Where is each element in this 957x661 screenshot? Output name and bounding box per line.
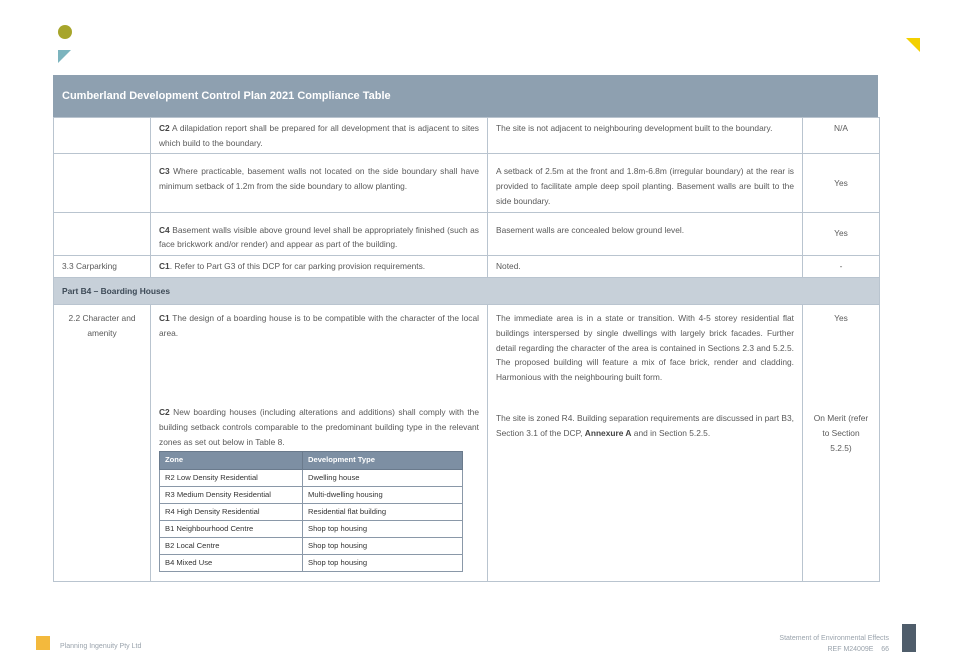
section-cell xyxy=(54,154,151,212)
table-row xyxy=(54,118,880,154)
control-cell xyxy=(151,118,488,154)
part-heading-row xyxy=(54,277,880,305)
table-row xyxy=(54,154,880,212)
compliance-cell: Yes xyxy=(803,154,880,212)
footer-accent-bar xyxy=(902,624,916,652)
control-code: C2 xyxy=(159,123,170,133)
control-text: Basement walls visible above ground level shall be appropriately finished (such as face brickwork and/or render) and appear as part of the building. xyxy=(159,224,479,250)
zone-row: B1 Neighbourhood Centre Shop top housing xyxy=(160,521,463,538)
control-cell xyxy=(151,255,488,277)
compliance-grid xyxy=(53,117,880,582)
table-row xyxy=(54,255,880,277)
response-cell: A setback of 2.5m at the front and 1.8m-6.8m (irregular boundary) at the rear is provided to facilitate ample deep spoil planting. Basement walls are built to the side boundary. xyxy=(488,154,803,212)
control-cell xyxy=(151,154,488,212)
zone-header: Zone xyxy=(160,452,303,469)
control-text: The design of a boarding house is to be compatible with the character of the local area. xyxy=(159,313,479,339)
compliance-cell: N/A xyxy=(803,118,880,154)
section-cell: 3.3 Carparking xyxy=(54,255,151,277)
decorative-circle xyxy=(58,25,72,39)
control-text: Where practicable, basement walls not located on the side boundary shall have minimum setback of 1.2m from the side boundary to allow planting. xyxy=(159,166,479,192)
zone-row: B4 Mixed Use Shop top housing xyxy=(160,555,463,572)
control-code: C1 xyxy=(159,260,170,271)
response-cell: The site is not adjacent to neighbouring development built to the boundary. xyxy=(488,118,803,154)
control-cell xyxy=(151,212,488,255)
control-text: A dilapidation report shall be prepared for all development that is adjacent to sites which build to the boundary. xyxy=(159,123,479,148)
annexure-reference: Annexure A xyxy=(584,428,632,439)
decorative-triangle xyxy=(58,50,71,63)
part-heading: Part B4 – Boarding Houses xyxy=(54,277,880,305)
zone-row: R2 Low Density Residential Dwelling house xyxy=(160,469,463,486)
control-cell xyxy=(151,305,488,582)
response-cell: The immediate area is in a state or transition. With 4-5 storey residential flat buildings interspersed by single dwellings with largely brick facades. Further detail regarding the character of the area is contained in Sections 2.3 and 5.2.5. The proposed building will feature a mix of face brick, render and cladding. Harmonious with the neighbouring built form. The site is zoned R4. Building separation requirements are discussed in part B3, Section 3.1 of the DCP, Annexure A and in Section 5.2.5. xyxy=(488,305,803,582)
table-row xyxy=(54,305,880,582)
page-number: 66 xyxy=(881,645,889,653)
section-cell xyxy=(54,212,151,255)
footer-doc-title: Statement of Environmental Effects xyxy=(779,635,889,642)
zone-row: R4 High Density Residential Residential flat building xyxy=(160,503,463,520)
footer-ref: REF M24009E xyxy=(827,645,874,653)
compliance-cell: Yes On Merit (refer to Section 5.2.5) xyxy=(803,305,880,582)
response-cell: Noted. xyxy=(488,255,803,277)
development-type-header: Development Type xyxy=(303,452,463,469)
zone-row: R3 Medium Density Residential Multi-dwelling housing xyxy=(160,486,463,503)
zone-row: B2 Local Centre Shop top housing xyxy=(160,538,463,555)
decorative-corner-mark xyxy=(906,38,920,52)
footer-company: Planning Ingenuity Pty Ltd xyxy=(60,643,142,650)
control-code: C4 xyxy=(159,224,170,235)
footer-logo-square xyxy=(36,636,50,650)
control-text: New boarding houses (including alterations and additions) shall comply with the building setback controls comparable to the predominant building type in the relevant zones as set out below in Table 8. xyxy=(159,407,479,447)
response-cell: Basement walls are concealed below ground level. xyxy=(488,212,803,255)
table-row xyxy=(54,212,880,255)
control-code: C2 xyxy=(159,407,170,418)
table-title: Cumberland Development Control Plan 2021 Compliance Table xyxy=(53,75,878,117)
control-code: C1 xyxy=(159,313,170,324)
zone-table xyxy=(159,451,463,572)
compliance-cell: Yes xyxy=(803,212,880,255)
compliance-cell: - xyxy=(803,255,880,277)
compliance-table xyxy=(53,75,878,582)
section-cell xyxy=(54,118,151,154)
footer-doc-info xyxy=(779,634,889,655)
section-cell: 2.2 Character and amenity xyxy=(54,305,151,582)
control-text: . Refer to Part G3 of this DCP for car parking provision requirements. xyxy=(169,260,426,271)
control-code: C3 xyxy=(159,166,170,177)
